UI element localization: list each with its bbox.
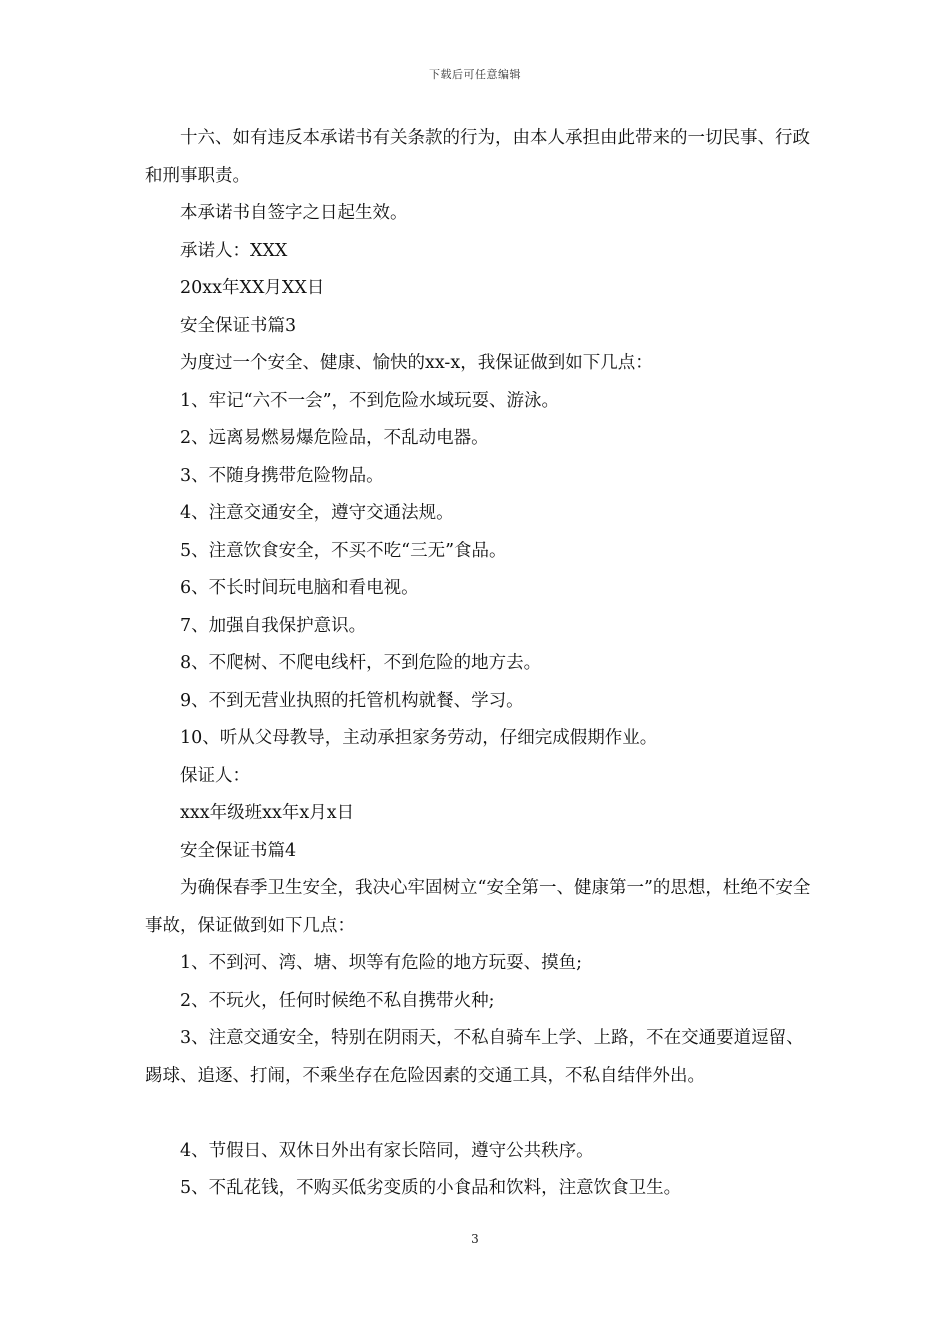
section-title-3: 安全保证书篇3 [180, 315, 297, 336]
list-item: 2、不玩火，任何时候绝不私自携带火种; [180, 990, 495, 1011]
list-item: 4、节假日、双休日外出有家长陪同，遵守公共秩序。 [180, 1140, 594, 1161]
page-header: 下载后可任意编辑 [429, 68, 521, 81]
list-item: 6、不长时间玩电脑和看电视。 [180, 578, 419, 598]
list-item: 10、听从父母教导，主动承担家务劳动，仔细完成假期作业。 [180, 728, 658, 748]
paragraph-intro-3: 为度过一个安全、健康、愉快的xx-x，我保证做到如下几点： [180, 353, 653, 373]
paragraph-guarantor: 保证人： [180, 765, 250, 786]
list-item: 1、不到河、湾、塘、坝等有危险的地方玩耍、摸鱼; [180, 953, 583, 973]
paragraph-clause-16: 十六、如有违反本承诺书有关条款的行为，由本人承担由此带来的一切民事、行政和刑事职责。 [145, 128, 810, 186]
list-item: 8、不爬树、不爬电线杆，不到危险的地方去。 [180, 653, 542, 673]
list-item: 5、不乱花钱，不购买低劣变质的小食品和饮料，注意饮食卫生。 [180, 1178, 682, 1198]
list-item: 2、远离易燃易爆危险品，不乱动电器。 [180, 428, 489, 448]
paragraph-class-date: xxx年级班xx年x月x日 [180, 803, 355, 823]
list-item: 5、注意饮食安全，不买不吃“三无”食品。 [180, 540, 507, 561]
section-title-4: 安全保证书篇4 [180, 840, 297, 861]
paragraph-intro-4: 为确保春季卫生安全，我决心牢固树立“安全第一、健康第一”的思想，杜绝不安全事故，保证做到如下几点： [145, 878, 811, 936]
paragraph-date: 20xx年XX月XX日 [180, 278, 325, 298]
list-item: 7、加强自我保护意识。 [180, 615, 367, 636]
page-number: 3 [471, 1232, 479, 1246]
list-item: 1、牢记“六不一会”，不到危险水域玩耍、游泳。 [180, 390, 560, 411]
document-body [145, 120, 815, 1208]
paragraph-promisor: 承诺人：XXX [180, 240, 288, 261]
list-item: 3、不随身携带危险物品。 [180, 465, 384, 486]
list-item: 9、不到无营业执照的托管机构就餐、学习。 [180, 690, 524, 711]
list-item: 3、注意交通安全，特别在阴雨天，不私自骑车上学、上路，不在交通要道逗留、踢球、追逐、打闹，不乘坐存在危险因素的交通工具，不私自结伴外出。 [145, 1028, 804, 1086]
paragraph-effective-date: 本承诺书自签字之日起生效。 [180, 203, 408, 223]
blank-line [145, 1095, 815, 1133]
list-item: 4、注意交通安全，遵守交通法规。 [180, 503, 454, 523]
